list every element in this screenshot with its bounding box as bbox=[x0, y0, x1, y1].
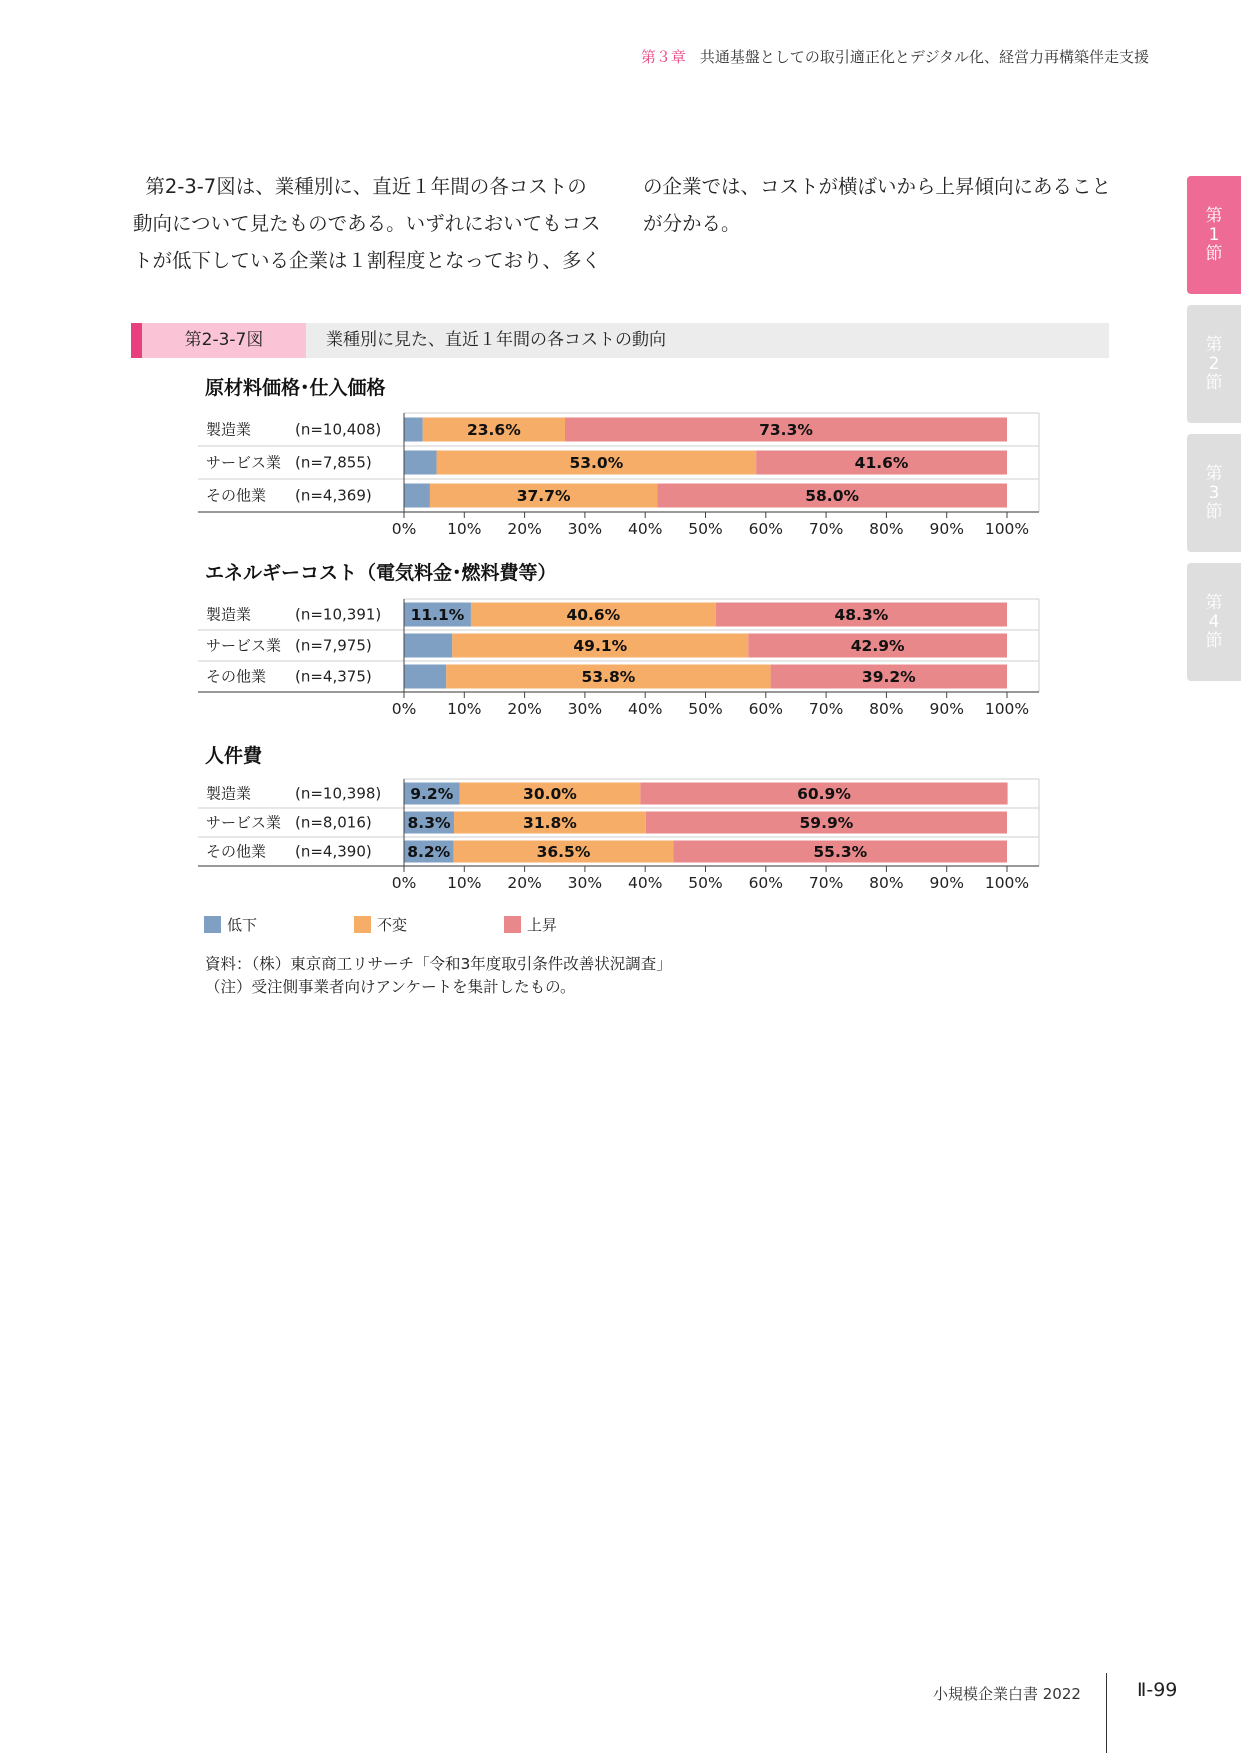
category-label: サービス業 bbox=[206, 453, 282, 472]
data-label: 49.1% bbox=[573, 637, 628, 655]
x-tick-label: 60% bbox=[748, 700, 784, 718]
x-tick-label: 80% bbox=[869, 874, 904, 892]
category-label: 製造業 bbox=[206, 420, 252, 439]
x-tick-label: 100% bbox=[984, 874, 1030, 892]
data-label: 40.6% bbox=[566, 606, 621, 624]
legend-swatch-unchanged bbox=[354, 916, 371, 933]
section-tab-1[interactable]: 第 1 節 bbox=[1187, 176, 1241, 294]
sample-size-label: (n=4,375) bbox=[295, 667, 372, 686]
x-tick-label: 100% bbox=[984, 520, 1030, 538]
x-tick-label: 80% bbox=[869, 520, 904, 538]
data-label: 41.6% bbox=[854, 454, 909, 472]
sample-size-label: (n=7,855) bbox=[295, 453, 372, 472]
category-label: その他業 bbox=[206, 486, 267, 505]
bar-segment-decrease bbox=[404, 451, 437, 475]
data-label: 23.6% bbox=[466, 421, 521, 439]
category-label: サービス業 bbox=[206, 813, 282, 832]
bar-segment-decrease bbox=[404, 484, 430, 508]
data-label: 9.2% bbox=[410, 785, 454, 803]
source-block bbox=[205, 953, 672, 999]
sample-size-label: (n=10,408) bbox=[295, 420, 382, 439]
category-label: サービス業 bbox=[206, 636, 282, 655]
data-label: 8.3% bbox=[407, 814, 451, 832]
panel-title-labor: 人件費 bbox=[205, 745, 263, 767]
figure-title: 業種別に見た、直近１年間の各コストの動向 bbox=[326, 330, 666, 350]
footer-publication: 小規模企業白書 2022 bbox=[933, 1685, 1081, 1703]
legend-item-unchanged bbox=[354, 914, 407, 935]
x-tick-label: 40% bbox=[627, 700, 663, 718]
data-label: 8.2% bbox=[407, 843, 451, 861]
data-label: 59.9% bbox=[799, 814, 854, 832]
x-tick-label: 90% bbox=[929, 520, 964, 538]
body-paragraph bbox=[133, 168, 1113, 279]
panel-title-energy: エネルギーコスト（電気料金･燃料費等） bbox=[205, 562, 557, 584]
data-label: 11.1% bbox=[410, 606, 465, 624]
bar-segment-decrease bbox=[404, 418, 423, 442]
legend-swatch-decrease bbox=[204, 916, 221, 933]
chapter-title: 共通基盤としての取引適正化とデジタル化、経営力再構築伴走支援 bbox=[699, 48, 1149, 66]
x-tick-label: 50% bbox=[688, 520, 723, 538]
data-label: 39.2% bbox=[861, 668, 916, 686]
category-label: 製造業 bbox=[206, 784, 252, 803]
x-tick-label: 10% bbox=[447, 520, 482, 538]
x-tick-label: 20% bbox=[507, 874, 542, 892]
x-tick-label: 60% bbox=[748, 874, 784, 892]
data-label: 31.8% bbox=[523, 814, 577, 832]
x-tick-label: 0% bbox=[391, 520, 417, 538]
legend-label: 不変 bbox=[377, 916, 408, 934]
sample-size-label: (n=7,975) bbox=[295, 636, 372, 655]
x-tick-label: 90% bbox=[929, 700, 964, 718]
x-tick-label: 60% bbox=[748, 520, 784, 538]
x-tick-label: 30% bbox=[567, 874, 603, 892]
x-tick-label: 0% bbox=[391, 874, 417, 892]
legend-label: 上昇 bbox=[527, 916, 558, 934]
category-label: その他業 bbox=[206, 842, 267, 861]
x-tick-label: 100% bbox=[984, 700, 1030, 718]
x-tick-label: 40% bbox=[627, 874, 663, 892]
section-tab-4[interactable]: 第 4 節 bbox=[1187, 563, 1241, 681]
body-text: は、業種別に、直近１年間の各コストの動向について見たものである。いずれにおいてもコストが低下している企業は１割程度となっており、多くの企業では、コストが横ばいから上昇傾向にあることが分かる。 bbox=[133, 175, 1112, 272]
x-tick-label: 40% bbox=[627, 520, 663, 538]
x-tick-label: 20% bbox=[507, 700, 542, 718]
figure-reference-suffix: 図 bbox=[216, 175, 236, 198]
sample-size-label: (n=10,398) bbox=[295, 784, 382, 803]
x-tick-label: 80% bbox=[869, 700, 904, 718]
category-label: 製造業 bbox=[206, 605, 252, 624]
legend-swatch-increase bbox=[504, 916, 521, 933]
bar-segment-decrease bbox=[404, 634, 452, 658]
figure-header-accent bbox=[131, 323, 142, 358]
legend-item-increase bbox=[504, 914, 557, 935]
x-tick-label: 70% bbox=[808, 520, 844, 538]
sample-size-label: (n=8,016) bbox=[295, 813, 372, 832]
x-tick-label: 70% bbox=[808, 700, 844, 718]
figure-number: 第2-3-7図 bbox=[142, 323, 306, 358]
sample-size-label: (n=10,391) bbox=[295, 605, 382, 624]
data-label: 73.3% bbox=[759, 421, 813, 439]
sample-size-label: (n=4,369) bbox=[295, 486, 372, 505]
legend-item-decrease bbox=[204, 914, 257, 935]
data-label: 55.3% bbox=[813, 843, 868, 861]
x-tick-label: 90% bbox=[929, 874, 964, 892]
data-label: 53.0% bbox=[569, 454, 624, 472]
source-line: 資料：（株）東京商工リサーチ「令和3年度取引条件改善状況調査」 bbox=[205, 955, 672, 973]
figure-reference: 第2-3-7 bbox=[145, 175, 217, 198]
x-tick-label: 50% bbox=[688, 700, 723, 718]
note-line: （注）受注側事業者向けアンケートを集計したもの。 bbox=[205, 978, 576, 996]
data-label: 36.5% bbox=[536, 843, 591, 861]
x-tick-label: 30% bbox=[567, 520, 603, 538]
x-tick-label: 70% bbox=[808, 874, 844, 892]
section-tab-3[interactable]: 第 3 節 bbox=[1187, 434, 1241, 552]
panel-title-materials: 原材料価格･仕入価格 bbox=[205, 377, 386, 399]
data-label: 42.9% bbox=[850, 637, 905, 655]
data-label: 58.0% bbox=[805, 487, 860, 505]
data-label: 53.8% bbox=[581, 668, 636, 686]
data-label: 37.7% bbox=[516, 487, 571, 505]
running-header bbox=[641, 46, 1149, 67]
x-tick-label: 30% bbox=[567, 700, 603, 718]
x-tick-label: 10% bbox=[447, 700, 482, 718]
category-label: その他業 bbox=[206, 667, 267, 686]
data-label: 60.9% bbox=[797, 785, 851, 803]
section-tab-2[interactable]: 第 2 節 bbox=[1187, 305, 1241, 423]
data-label: 48.3% bbox=[834, 606, 889, 624]
x-tick-label: 20% bbox=[507, 520, 542, 538]
legend-label: 低下 bbox=[227, 916, 258, 934]
figure-header bbox=[131, 323, 1109, 358]
chapter-label: 第３章 bbox=[640, 48, 686, 66]
cost-trend-charts bbox=[198, 405, 1048, 905]
x-tick-label: 10% bbox=[447, 874, 482, 892]
data-label: 30.0% bbox=[523, 785, 577, 803]
x-tick-label: 0% bbox=[391, 700, 417, 718]
x-tick-label: 50% bbox=[688, 874, 723, 892]
footer-divider bbox=[1106, 1673, 1107, 1753]
page-number: Ⅱ-99 bbox=[1137, 1679, 1178, 1701]
sample-size-label: (n=4,390) bbox=[295, 842, 372, 861]
bar-segment-decrease bbox=[404, 665, 446, 689]
